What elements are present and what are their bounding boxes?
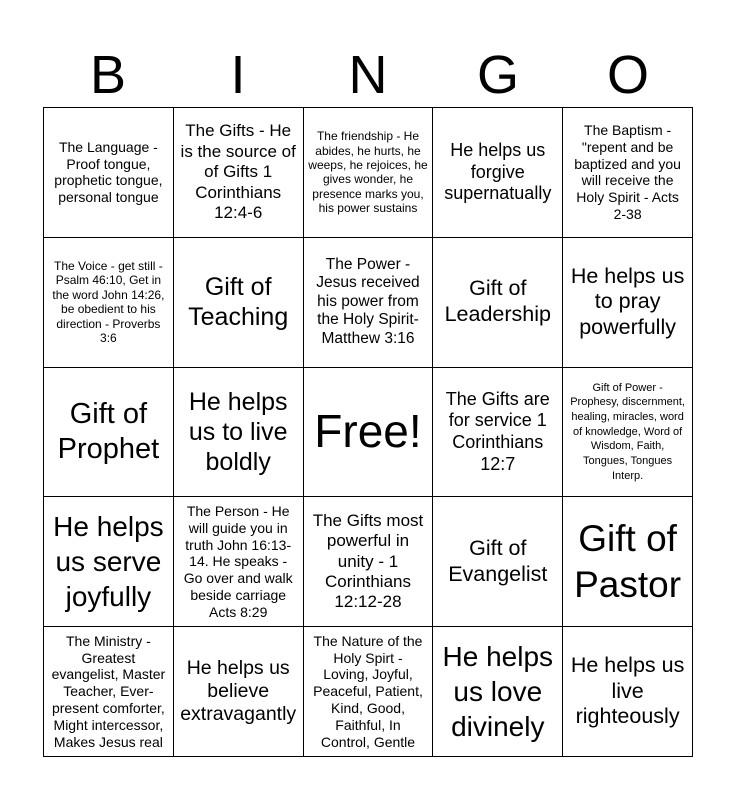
bingo-cell[interactable]: Gift of Power - Prophesy, discernment, healing, miracles, word of knowledge, Word of Wisdom, Faith, Tongues, Tongues Interp. [563,368,693,498]
bingo-cell[interactable]: Gift of Prophet [44,368,174,498]
bingo-cell[interactable]: The Baptism - "repent and be baptized and you will receive the Holy Spirit - Acts 2-38 [563,108,693,238]
bingo-cell[interactable]: He helps us live righteously [563,627,693,757]
header-letter-b: B [89,45,127,105]
bingo-cell[interactable]: The Gifts - He is the source of of Gifts 1 Corinthians 12:4-6 [174,108,304,238]
bingo-cell[interactable]: The friendship - He abides, he hurts, he weeps, he rejoices, he gives wonder, he presence marks you, his power sustains [304,108,434,238]
bingo-cell[interactable]: He helps us believe extravagantly [174,627,304,757]
bingo-cell[interactable]: The Nature of the Holy Spirt - Loving, Joyful, Peaceful, Patient, Kind, Good, Faithful, In Control, Gentle [304,627,434,757]
bingo-cell[interactable]: The Person - He will guide you in truth John 16:13-14. He speaks - Go over and walk beside carriage Acts 8:29 [174,497,304,627]
bingo-cell[interactable]: He helps us serve joyfully [44,497,174,627]
bingo-card-grid [43,107,693,757]
bingo-cell[interactable]: The Gifts most powerful in unity - 1 Corinthians 12:12-28 [304,497,434,627]
header-letter-o: O [606,45,649,105]
header-letter-g: G [476,45,519,105]
bingo-cell[interactable]: The Ministry - Greatest evangelist, Master Teacher, Ever-present comforter, Might intercessor, Makes Jesus real [44,627,174,757]
header-letter-i: I [230,45,246,105]
bingo-cell[interactable]: He helps us forgive supernatually [433,108,563,238]
bingo-cell[interactable]: Gift of Evangelist [433,497,563,627]
bingo-cell[interactable]: He helps us to live boldly [174,368,304,498]
bingo-cell[interactable]: He helps us love divinely [433,627,563,757]
bingo-cell[interactable]: The Language - Proof tongue, prophetic tongue, personal tongue [44,108,174,238]
free-space[interactable]: Free! [304,368,434,498]
header-letter-n: N [348,45,388,105]
bingo-cell[interactable]: The Gifts are for service 1 Corinthians 12:7 [433,368,563,498]
bingo-cell[interactable]: Gift of Teaching [174,238,304,368]
bingo-header [43,42,693,108]
bingo-cell[interactable]: The Power - Jesus received his power from the Holy Spirit- Matthew 3:16 [304,238,434,368]
bingo-cell[interactable]: He helps us to pray powerfully [563,238,693,368]
bingo-cell[interactable]: The Voice - get still - Psalm 46:10, Get in the word John 14:26, be obedient to his direction - Proverbs 3:6 [44,238,174,368]
bingo-cell[interactable]: Gift of Leadership [433,238,563,368]
bingo-cell[interactable]: Gift of Pastor [563,497,693,627]
